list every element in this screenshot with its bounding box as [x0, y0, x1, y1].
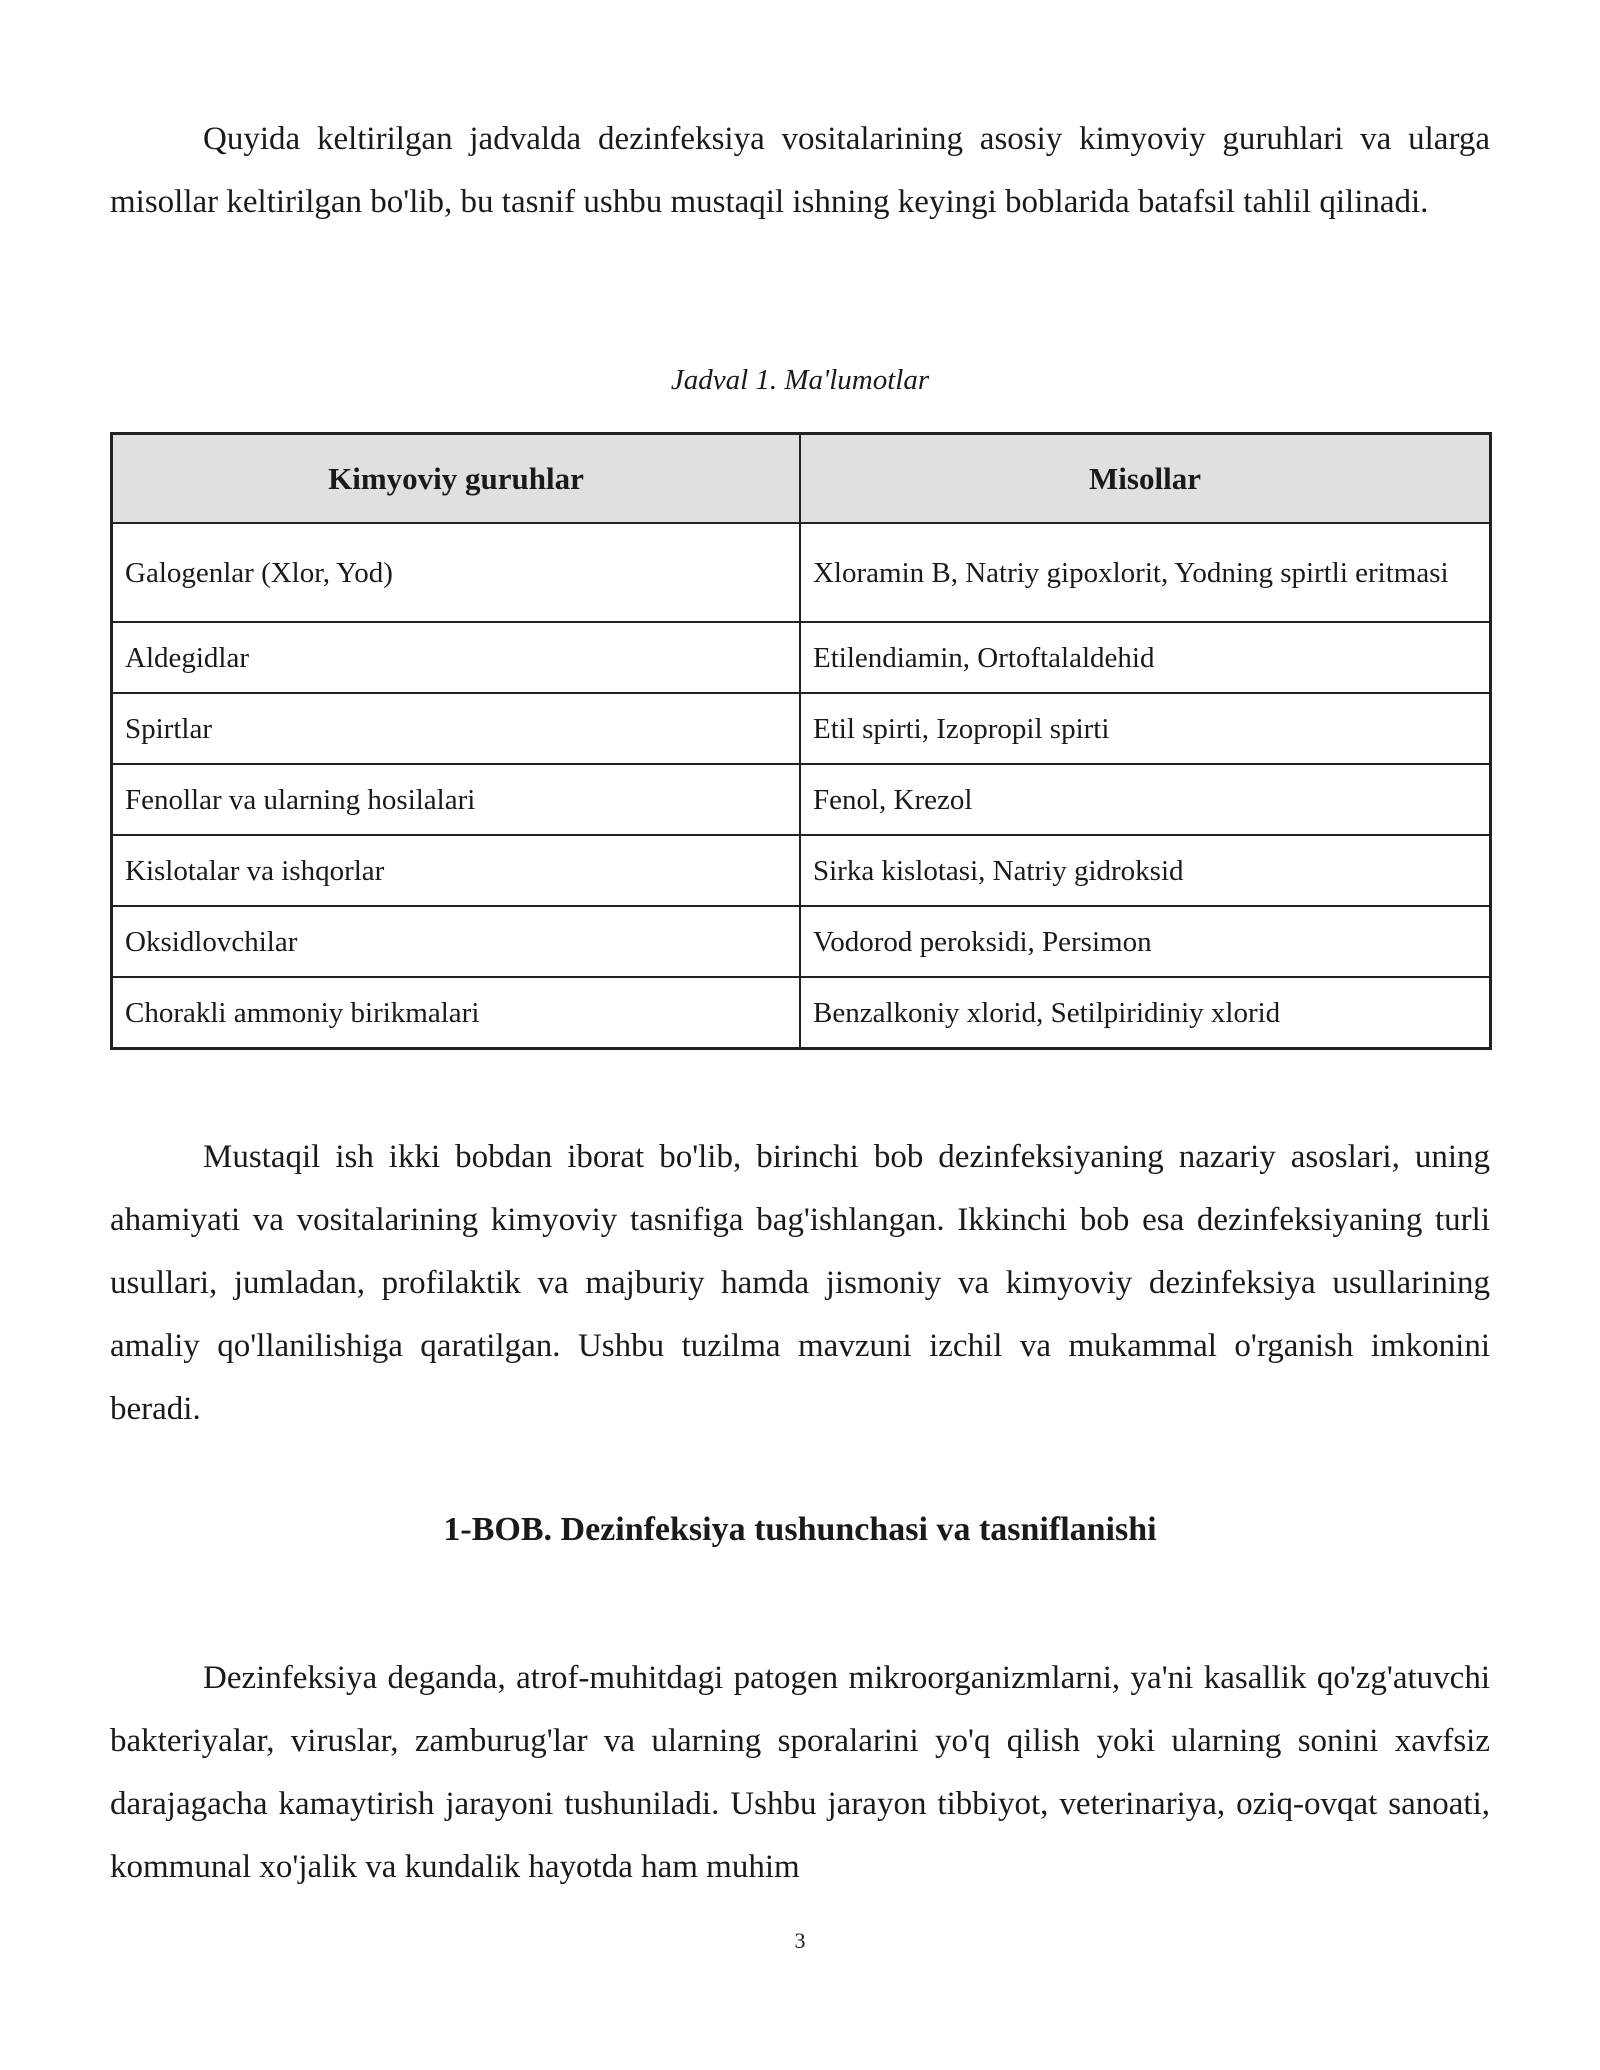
table-cell-examples: Sirka kislotasi, Natriy gidroksid — [800, 835, 1491, 906]
definition-paragraph: Dezinfeksiya deganda, atrof-muhitdagi patogen mikroorganizmlarni, ya'ni kasallik qo'zg'atuvchi bakteriyalar, viruslar, zamburug'lar va ularning sporalarini yo'q qilish yoki ularning sonini xavfsiz darajagacha kamaytirish jarayoni tushuniladi. Ushbu jarayon tibbiyot, veterinariya, oziq-ovqat sanoati, kommunal xo'jalik va kundalik hayotda ham muhim — [110, 1660, 1490, 1885]
table-cell-examples: Etilendiamin, Ortoftalaldehid — [800, 622, 1491, 693]
table-cell-examples: Benzalkoniy xlorid, Setilpiridiniy xlorid — [800, 977, 1491, 1049]
table-cell-group: Fenollar va ularning hosilalari — [112, 764, 800, 835]
structure-paragraph: Mustaqil ish ikki bobdan iborat bo'lib, birinchi bob dezinfeksiyaning nazariy asoslari, uning ahamiyati va vositalarining kimyoviy tasnifiga bag'ishlangan. Ikkinchi bob esa dezinfeksiyaning turli usullari, jumladan, profilaktik va majburiy hamda jismoniy va kimyoviy dezinfeksiya usullarining amaliy qo'llanilishiga qaratilgan. Ushbu tuzilma mavzuni izchil va mukammal o'rganish imkonini beradi. — [110, 1139, 1490, 1427]
table-cell-group: Aldegidlar — [112, 622, 800, 693]
table-cell-examples: Etil spirti, Izopropil spirti — [800, 693, 1491, 764]
table-caption: Jadval 1. Ma'lumotlar — [670, 364, 930, 396]
table-cell-group: Chorakli ammoniy birikmalari — [112, 977, 800, 1049]
table-cell-group: Spirtlar — [112, 693, 800, 764]
chemical-groups-table — [110, 432, 1492, 1050]
table-row — [112, 764, 1491, 835]
page-number: 3 — [794, 1928, 806, 1953]
table-cell-group: Kislotalar va ishqorlar — [112, 835, 800, 906]
table-row — [112, 977, 1491, 1049]
document-page — [110, 108, 1490, 1885]
table-header-row — [112, 434, 1491, 524]
table-row — [112, 693, 1491, 764]
table-cell-examples: Fenol, Krezol — [800, 764, 1491, 835]
table-cell-group: Galogenlar (Xlor, Yod) — [112, 523, 800, 622]
table-row — [112, 622, 1491, 693]
table-row — [112, 835, 1491, 906]
table-row — [112, 523, 1491, 622]
table-row — [112, 906, 1491, 977]
chapter-heading: 1-BOB. Dezinfeksiya tushunchasi va tasniflanishi — [443, 1511, 1157, 1548]
table-cell-group: Oksidlovchilar — [112, 906, 800, 977]
intro-paragraph: Quyida keltirilgan jadvalda dezinfeksiya vositalarining asosiy kimyoviy guruhlari va ularga misollar keltirilgan bo'lib, bu tasnif ushbu mustaqil ishning keyingi boblarida batafsil tahlil qilinadi. — [110, 121, 1490, 220]
column-header-groups: Kimyoviy guruhlar — [112, 434, 800, 524]
table-cell-examples: Vodorod peroksidi, Persimon — [800, 906, 1491, 977]
table-cell-examples: Xloramin B, Natriy gipoxlorit, Yodning spirtli eritmasi — [800, 523, 1491, 622]
column-header-examples: Misollar — [800, 434, 1491, 524]
